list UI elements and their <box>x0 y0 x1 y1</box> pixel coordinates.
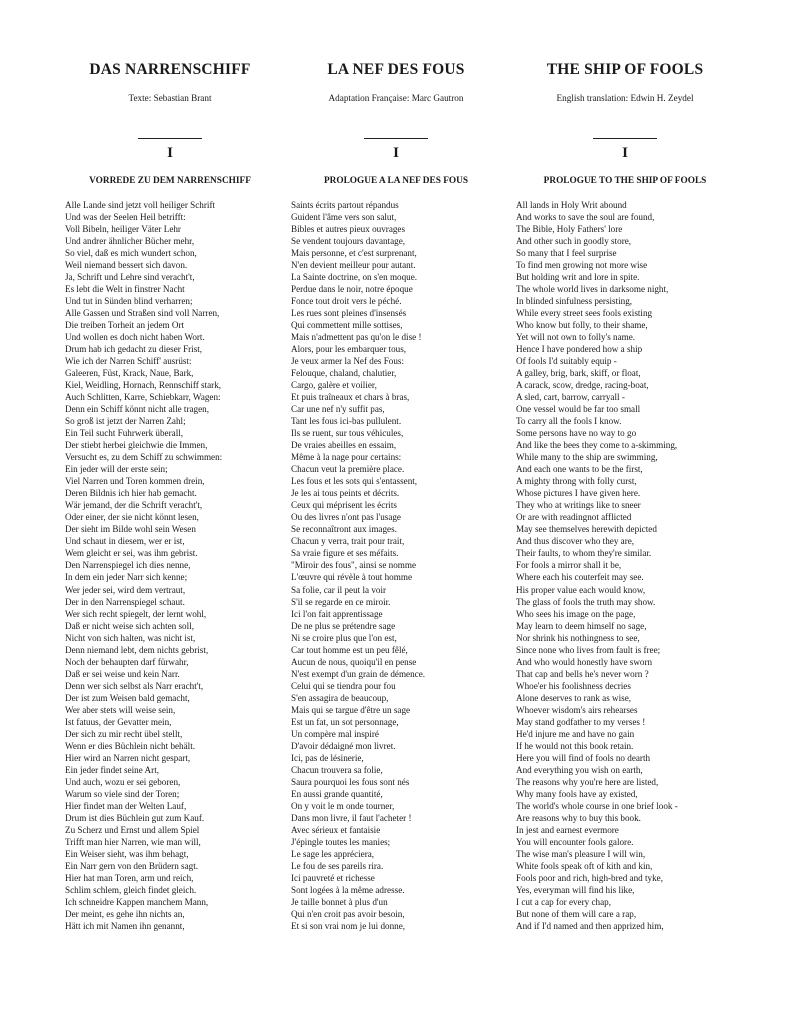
verse-line: Est un fat, un sot personnage, <box>291 716 399 727</box>
verse-line: Hier findet man der Welten Lauf, <box>65 800 187 811</box>
verse-line: May see themselves herewith depicted <box>516 524 657 535</box>
verse-line: Ein Weiser sieht, was ihm behagt, <box>65 848 189 859</box>
verse-line: Und tut in Sünden blind verharren; <box>65 296 193 307</box>
divider-rule <box>593 138 657 139</box>
verse-line: And who would honestly have sworn <box>516 656 653 667</box>
verse-line: Perdue dans le noir, notre époque <box>291 284 413 295</box>
verse-line: Hier wird an Narren nicht gespart, <box>65 752 191 763</box>
verse-line: So groß ist jetzt der Narren Zahl; <box>65 416 186 427</box>
verse-line: White fools speak oft of kith and kin, <box>516 860 653 871</box>
verse-line: The glass of fools the truth may show. <box>516 596 656 607</box>
verse-line: Bibles et autres pieux ouvrages <box>291 224 406 235</box>
verse-line: Ist fatuus, der Gevatter mein, <box>65 716 172 727</box>
verse-line: Und andrer ähnlicher Bücher mehr, <box>65 236 195 247</box>
verse-line: De ne plus se prétendre sage <box>291 620 396 631</box>
verse-line: Nor shrink his nothingness to see, <box>516 632 640 643</box>
verse-line: Voll Bibeln, heiliger Väter Lehr <box>65 224 181 235</box>
verse-line: I cut a cap for every chap, <box>516 896 611 907</box>
verse-line: Oder einer, der sie nicht könnt lesen, <box>65 512 199 523</box>
verse-line: Se vendent toujours davantage, <box>291 236 406 247</box>
verse-line: Se reconnaîtront aux images. <box>291 524 397 535</box>
verse-line: Les fous et les sots qui s'entassent, <box>291 476 418 487</box>
verse-line: Of fools I'd suitably equip - <box>516 356 617 367</box>
verse-line: Or are with readingnot afflicted <box>516 512 632 523</box>
verse-line: Die treiben Torheit an jedem Ort <box>65 320 185 331</box>
verse-line: Kiel, Weidling, Hornach, Rennschiff stark, <box>65 380 222 391</box>
verse-line: La Sainte doctrine, on s'en moque. <box>291 272 418 283</box>
verse-line: Yet will not own to folly's name. <box>516 332 636 343</box>
verse-line: Since none who lives from fault is free; <box>516 644 661 655</box>
verse-line: And works to save the soul are found, <box>516 212 655 223</box>
verse-line: May learn to deem himself no sage, <box>516 620 647 631</box>
verse-line: One vessel would be far too small <box>516 404 641 415</box>
verse-line: And other such in goodly store, <box>516 236 632 247</box>
chapter-numeral: I <box>393 145 399 161</box>
verse-line: Warum so viele sind der Toren; <box>65 788 180 799</box>
verse-line: N'est exempt d'un grain de démence. <box>291 668 426 679</box>
verse-line: Ni se croire plus que l'on est, <box>291 632 397 643</box>
verse-line: You will encounter fools galore. <box>516 836 634 847</box>
verse-line: Yes, everyman will find his like, <box>516 884 635 895</box>
column-credit: English translation: Edwin H. Zeydel <box>556 93 694 103</box>
verse-line: Who sees his image on the page, <box>516 608 636 619</box>
verse-line: S'en assagira de beaucoup, <box>291 692 389 703</box>
verse-line: D'avoir dédaigné mon livret. <box>291 740 396 751</box>
verse-line: J'épingle toutes les manies; <box>291 836 391 847</box>
verse-line: Chacun trouvera sa folie, <box>291 764 383 775</box>
verse-line: For fools a mirror shall it be, <box>516 560 622 571</box>
verse-line: S'il se regarde en ce miroir. <box>291 596 391 607</box>
verse-line: Même à la nage pour certains: <box>291 452 402 463</box>
verse-line: Viel Narren und Toren kommen drein, <box>65 476 205 487</box>
verse-line: Their faults, to whom they're similar. <box>516 548 652 559</box>
verse-line: Noch der behaupten darf fürwahr, <box>65 656 189 667</box>
verse-line: Where each his couterfeit may see. <box>516 572 644 583</box>
verse-line: But holding writ and lore in spite. <box>516 272 640 283</box>
verse-line: Denn ein Schiff könnt nicht alle tragen, <box>65 404 210 415</box>
verse-line: If he would not this book retain. <box>516 740 634 751</box>
verse-line: His proper value each would know, <box>516 584 646 595</box>
verse-line: Dans mon livre, il faut l'acheter ! <box>291 812 412 823</box>
verse-line: Und wollen es doch nicht haben Wort. <box>65 332 205 343</box>
verse-line: Der sieht im Bilde wohl sein Wesen <box>65 524 196 535</box>
verse-line: Whoe'er his foolishness decries <box>516 680 631 691</box>
verse-line: Are reasons why to buy this book. <box>516 812 641 823</box>
verse-line: Wär jemand, der die Schrift veracht't, <box>65 500 203 511</box>
verse-line: En aussi grande quantité, <box>291 788 383 799</box>
verse-line: Trifft man hier Narren, wie man will, <box>65 836 201 847</box>
verse-line: Tant les fous ici-bas pullulent. <box>291 416 402 427</box>
verse-line: In dem ein jeder Narr sich kenne; <box>65 572 188 583</box>
verse-line: Der meint, es gehe ihn nichts an, <box>65 908 185 919</box>
verse-line: And thus discover who they are, <box>516 536 635 547</box>
verse-line: Der ist zum Weisen bald gemacht, <box>65 692 190 703</box>
verse-line: Ou des livres n'ont pas l'usage <box>291 512 401 523</box>
verse-line: Ein jeder will der erste sein; <box>65 464 168 475</box>
verse-line: Den Narrenspiegel ich dies nenne, <box>65 560 191 571</box>
verse-line: A carack, scow, dredge, racing-boat, <box>516 380 649 391</box>
verse-line: Mais qui se targue d'être un sage <box>291 704 411 715</box>
verse-line: Felouque, chaland, chalutier, <box>291 368 397 379</box>
verse-line: Saints écrits partout répandus <box>291 200 399 210</box>
verse-line: Ein Narr gern von den Brüdern sagt. <box>65 860 199 871</box>
verse-line: Whose pictures I have given here. <box>516 488 641 499</box>
verse-line: All lands in Holy Writ abound <box>516 200 627 210</box>
verse-line: Alle Lande sind jetzt voll heiliger Schrift <box>65 200 216 210</box>
verse-line: Un compère mal inspiré <box>291 728 379 739</box>
verse-line: Galeeren, Füst, Krack, Naue, Bark, <box>65 368 194 379</box>
column-credit: Texte: Sebastian Brant <box>128 93 212 103</box>
verse-line: Daß er nicht weise sich achten soll, <box>65 620 194 631</box>
verse-line: Sa folie, car il peut la voir <box>291 584 387 595</box>
verse-line: Drum ist dies Büchlein gut zum Kauf. <box>65 812 205 823</box>
verse-line: Auch Schlitten, Karre, Schiebkarr, Wagen: <box>65 392 221 403</box>
verse-line: Wenn er dies Büchlein nicht behält. <box>65 740 196 751</box>
verse-line: Hence I have pondered how a ship <box>516 344 643 355</box>
verse-line: Et puis traîneaux et chars à bras, <box>291 392 410 403</box>
verse-line: Qui commettent mille sottises, <box>291 320 403 331</box>
verse-line: The world's whole course in one brief look - <box>516 800 678 811</box>
verse-line: Weil niemand bessert sich davon. <box>65 260 188 271</box>
verse-line: Wer aber stets will weise sein, <box>65 704 176 715</box>
verse-line: A sled, cart, barrow, carryall - <box>516 392 625 403</box>
verse-line: Sont logées à la même adresse. <box>291 884 405 895</box>
verse-line: Der in den Narrenspiegel schaut. <box>65 596 185 607</box>
verse-lines <box>65 199 222 932</box>
verse-line: A mighty throng with folly curst, <box>516 476 637 487</box>
verse-line: Ich schneidre Kappen manchem Mann, <box>65 896 209 907</box>
verse-line: Der stiebt herbei gleichwie die Immen, <box>65 440 208 451</box>
verse-line: Mais personne, et c'est surprenant, <box>291 248 417 259</box>
verse-line: Car une nef n'y suffit pas, <box>291 404 385 415</box>
verse-line: Les rues sont pleines d'insensés <box>291 308 407 319</box>
verse-line: Zu Scherz und Ernst und allem Spiel <box>65 824 200 835</box>
verse-line: Der sich zu mir recht übel stellt, <box>65 728 183 739</box>
verse-line: Qui n'en croit pas avoir besoin, <box>291 908 405 919</box>
verse-line: Why many fools have ay existed, <box>516 788 638 799</box>
verse-line: Nicht von sich halten, was nicht ist, <box>65 632 196 643</box>
verse-line: Ici l'on fait apprentissage <box>291 608 383 619</box>
verse-line: So viel, daß es mich wundert schon, <box>65 248 197 259</box>
verse-line: The whole world lives in darksome night, <box>516 284 669 295</box>
verse-line: A galley, brig, bark, skiff, or float, <box>516 368 641 379</box>
verse-line: Alone deserves to rank as wise, <box>516 692 632 703</box>
verse-line: Hätt ich mit Namen ihn genannt, <box>65 920 185 931</box>
verse-line: In jest and earnest evermore <box>516 824 619 835</box>
verse-line: To find men growing not more wise <box>516 260 648 271</box>
verse-line: Ils se ruent, sur tous véhicules, <box>291 428 404 439</box>
verse-line: N'en devient meilleur pour autant. <box>291 260 416 271</box>
verse-line: And like the bees they come to a-skimming, <box>516 440 678 451</box>
verse-line: L'œuvre qui révèle à tout homme <box>291 572 412 583</box>
divider-rule <box>138 138 202 139</box>
verse-line: Celui qui se tiendra pour fou <box>291 680 396 691</box>
verse-lines <box>516 199 678 932</box>
verse-line: Avec sérieux et fantaisie <box>291 824 381 835</box>
section-heading: PROLOGUE TO THE SHIP OF FOOLS <box>543 176 707 186</box>
verse-line: In blinded sinfulness persisting, <box>516 296 633 307</box>
verse-line: Alle Gassen und Straßen sind voll Narren, <box>65 308 220 319</box>
verse-line: Daß er sei weise und kein Narr. <box>65 668 180 679</box>
verse-line: Whoever wisdom's airs rehearses <box>516 704 638 715</box>
verse-line: While many to the ship are swimming, <box>516 452 658 463</box>
verse-line: Je taille bonnet à plus d'un <box>291 896 388 907</box>
verse-line: Et si son vrai nom je lui donne, <box>291 920 406 931</box>
verse-line: Mais n'admettent pas qu'on le dise ! <box>291 332 422 343</box>
verse-line: Deren Bildnis ich hier hab gemacht. <box>65 488 197 499</box>
verse-line: Denn wer sich selbst als Narr eracht't, <box>65 680 204 691</box>
verse-line: Denn niemand lebt, dem nichts gebrist, <box>65 644 209 655</box>
verse-line: Ici, pas de lésinerie, <box>291 752 364 763</box>
verse-line: But none of them will care a rap, <box>516 908 637 919</box>
verse-line: Je veux armer la Nef des Fous: <box>291 356 405 367</box>
verse-line: Es lebt die Welt in finstrer Nacht <box>65 284 185 295</box>
chapter-numeral: I <box>622 145 628 161</box>
verse-line: They who at writings like to sneer <box>516 500 641 511</box>
verse-line: While every street sees fools existing <box>516 308 653 319</box>
verse-line: So many that I feel surprise <box>516 248 617 259</box>
verse-line: Und auch, wozu er sei geboren, <box>65 776 181 787</box>
verse-line: Wem gleicht er sei, was ihm gebrist. <box>65 548 198 559</box>
verse-lines <box>291 199 425 932</box>
verse-line: Ja, Schrift und Lehre sind veracht't, <box>65 272 195 283</box>
column-title: LA NEF DES FOUS <box>327 61 465 78</box>
verse-line: And if I'd named and then apprized him, <box>516 920 664 931</box>
chapter-numeral: I <box>167 145 173 161</box>
column-title: THE SHIP OF FOOLS <box>546 61 704 78</box>
verse-line: May stand godfather to my verses ! <box>516 716 646 727</box>
verse-line: Who know but folly, to their shame, <box>516 320 648 331</box>
verse-line: "Miroir des fous", ainsi se nomme <box>291 560 417 571</box>
verse-line: Ici pauvreté et richesse <box>291 872 375 883</box>
verse-line: Drum hab ich gedacht zu dieser Frist, <box>65 344 203 355</box>
section-heading: PROLOGUE A LA NEF DES FOUS <box>323 176 469 186</box>
verse-line: Und schaut in diesem, wer er ist, <box>65 536 185 547</box>
verse-line: And everything you wish on earth, <box>516 764 643 775</box>
verse-line: Le fou de ses pareils rira. <box>291 860 384 871</box>
verse-line: Ein Teil sucht Fuhrwerk überall, <box>65 428 184 439</box>
verse-line: The reasons why you're here are listed, <box>516 776 659 787</box>
verse-line: Ein jeder findet seine Art, <box>65 764 160 775</box>
divider-rule <box>364 138 428 139</box>
verse-line: Versucht es, zu dem Schiff zu schwimmen: <box>65 452 223 463</box>
section-heading: VORREDE ZU DEM NARRENSCHIFF <box>89 176 251 186</box>
verse-line: Wie ich der Narren Schiff' ausrüst: <box>65 356 192 367</box>
verse-line: Fools poor and rich, high-bred and tyke, <box>516 872 663 883</box>
verse-line: He'd injure me and have no gain <box>516 728 635 739</box>
verse-line: Some persons have no way to go <box>516 428 637 439</box>
verse-line: Fonce tout droit vers le péché. <box>291 296 402 307</box>
verse-line: Und was der Seelen Heil betrifft: <box>65 212 186 223</box>
verse-line: Chacun y verra, trait pour trait, <box>291 536 405 547</box>
column-title: DAS NARRENSCHIFF <box>89 61 251 78</box>
verse-line: Je les ai tous peints et décrits. <box>291 488 400 499</box>
verse-line: The Bible, Holy Fathers' lore <box>516 224 623 235</box>
verse-line: Le sage les appréciera, <box>291 848 375 859</box>
verse-line: The wise man's pleasure I will win, <box>516 848 646 859</box>
verse-line: To carry all the fools I know. <box>516 416 622 427</box>
verse-line: Alors, pour les embarquer tous, <box>291 344 407 355</box>
verse-line: Hier hat man Toren, arm und reich, <box>65 872 194 883</box>
verse-line: That cap and bells he's never worn ? <box>516 668 649 679</box>
verse-line: Here you will find of fools no dearth <box>516 752 651 763</box>
verse-line: Wer jeder sei, wird dem vertraut, <box>65 584 186 595</box>
verse-line: Cargo, galère et voilier, <box>291 380 377 391</box>
verse-line: Sa vraie figure et ses méfaits. <box>291 548 399 559</box>
verse-line: Wer sich recht spiegelt, der lernt wohl, <box>65 608 207 619</box>
verse-line: Saura pourquoi les fous sont nés <box>291 776 410 787</box>
verse-line: Car tout homme est un peu fêlé, <box>291 644 408 655</box>
verse-line: Aucun de nous, quoiqu'il en pense <box>291 656 417 667</box>
verse-line: Schlim schlem, gleich findet gleich. <box>65 884 197 895</box>
column-credit: Adaptation Française: Marc Gautron <box>328 93 464 103</box>
verse-line: Ceux qui méprisent les écrits <box>291 500 397 511</box>
verse-line: Chacun veut la première place. <box>291 464 405 475</box>
verse-line: On y voit le m onde tourner, <box>291 800 395 811</box>
verse-line: And each one wants to be the first, <box>516 464 643 475</box>
verse-line: Guident l'âme vers son salut, <box>291 212 397 223</box>
verse-line: De vraies abeilles en essaim, <box>291 440 397 451</box>
